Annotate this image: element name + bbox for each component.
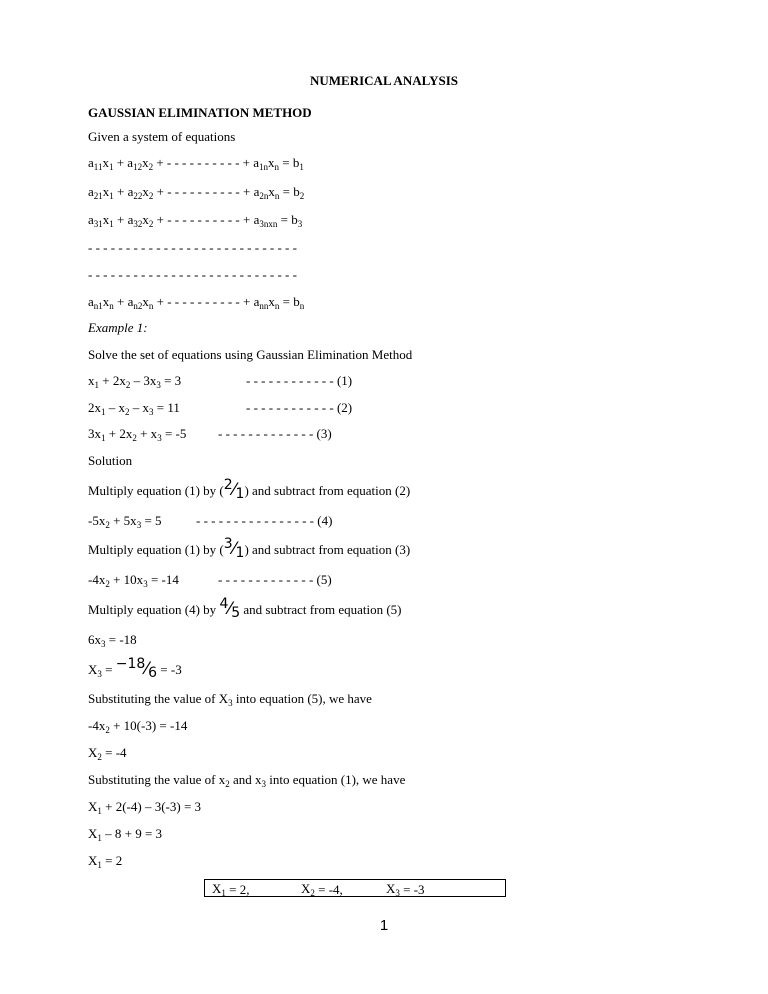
equation-2-tag: - - - - - - - - - - - - (2): [246, 400, 353, 415]
fraction-3-over-1: 3⁄1: [223, 536, 245, 561]
general-equation-n: $a_{n1}x_n + a_{n2}x_n$ + - - - - - - - - - - + $a_{nn}x_n = b_n$: [88, 294, 305, 311]
instruction-text: Solve the set of equations using Gaussian Elimination Method: [88, 347, 413, 362]
step-multiply-3: Multiply equation (4) by 4⁄5 and subtract from equation (5): [88, 596, 402, 621]
step-multiply-1: Multiply equation (1) by (2⁄1) and subtract from equation (2): [88, 477, 411, 502]
x1-result: $X_1 = 2$: [88, 853, 123, 870]
equation-1-tag: - - - - - - - - - - - - (1): [246, 373, 353, 388]
equation-3: $3x_1 + 2x_2 + x_3 = -5$: [88, 426, 187, 443]
dash-line: - - - - - - - - - - - - - - - - - - - - - - - - - - - -: [88, 240, 297, 255]
substitution-text-1: Substituting the value of $X_3$ into equation (5), we have: [88, 691, 372, 708]
page-number: 1: [379, 917, 389, 934]
equation-5: $-4x_2 + 10x_3 = -14$: [88, 572, 179, 589]
x2-result: $X_2 = -4$: [88, 745, 127, 762]
fraction-minus-18-over-6: −18⁄6: [115, 656, 158, 681]
substitution-text-2: Substituting the value of $x_2$ and $x_3$ into equation (1), we have: [88, 772, 406, 789]
document-title: NUMERICAL ANALYSIS: [310, 73, 458, 88]
equation-4-tag: - - - - - - - - - - - - - - - - (4): [196, 513, 333, 528]
dash-line: - - - - - - - - - - - - - - - - - - - - - - - - - - - -: [88, 267, 297, 282]
intro-text: Given a system of equations: [88, 129, 236, 144]
x1-equation: $X_1 + 2(-4) - 3(-3) = 3$: [88, 799, 202, 816]
x3-value: $X_3$ = −18⁄6 = -3: [88, 656, 182, 681]
answer-x3: $X_3$ = -3: [386, 881, 425, 898]
general-equation-1: $a_{11}x_1 + a_{12}x_2$ + - - - - - - - - - - + $a_{1n}x_n = b_1$: [88, 155, 304, 172]
answer-box: [204, 879, 506, 897]
answer-x2: $X_2$ = -4,: [301, 881, 343, 898]
equation-5-tag: - - - - - - - - - - - - - (5): [218, 572, 332, 587]
equation-2: $2x_1 - x_2 - x_3 = 11$: [88, 400, 180, 417]
general-equation-2: $a_{21}x_1 + a_{22}x_2$ + - - - - - - - - - - + $a_{2n}x_n = b_2$: [88, 184, 305, 201]
equation-4: $-5x_2 + 5x_3 = 5$: [88, 513, 162, 530]
example-label: Example 1:: [88, 320, 148, 335]
general-equation-3: $a_{31}x_1 + a_{32}x_2$ + - - - - - - - - - - + $a_{3nxn} = b_3$: [88, 212, 303, 229]
step-multiply-2: Multiply equation (1) by (3⁄1) and subtract from equation (3): [88, 536, 411, 561]
solution-label: Solution: [88, 453, 133, 468]
x2-equation: $-4x_2 + 10(-3) = -14$: [88, 718, 188, 735]
x3-equation: $6x_3 = -18$: [88, 632, 137, 649]
section-heading: GAUSSIAN ELIMINATION METHOD: [88, 105, 312, 120]
fraction-4-over-5: 4⁄5: [219, 596, 241, 621]
answer-x1: $X_1$ = 2,: [212, 881, 250, 898]
fraction-2-over-1: 2⁄1: [223, 477, 245, 502]
x1-simplified: $X_1 - 8 + 9 = 3$: [88, 826, 163, 843]
equation-1: $x_1 + 2x_2 - 3x_3 = 3$: [88, 373, 182, 390]
equation-3-tag: - - - - - - - - - - - - - (3): [218, 426, 332, 441]
